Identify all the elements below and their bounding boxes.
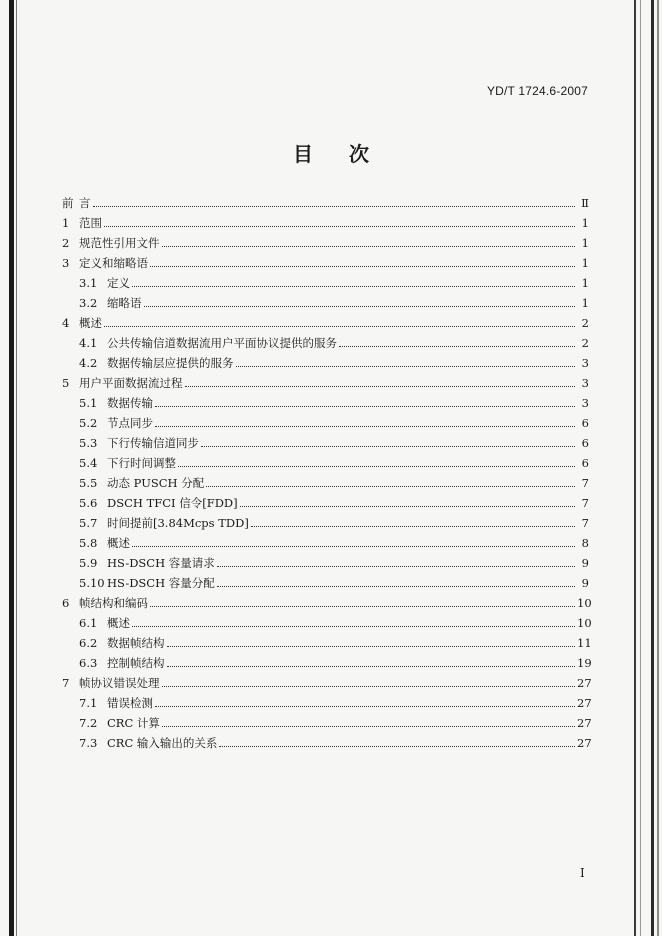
toc-entry-number: 4.2 bbox=[79, 356, 98, 370]
toc-entry-number: 6.1 bbox=[79, 616, 98, 630]
toc-entry[interactable] bbox=[62, 214, 589, 230]
toc-entry-page: 3 bbox=[581, 396, 589, 410]
toc-entry-page: 27 bbox=[577, 676, 592, 690]
toc-entry[interactable] bbox=[79, 554, 589, 570]
toc-entry-page: 27 bbox=[577, 716, 592, 730]
toc-entry-number: 5.2 bbox=[79, 416, 98, 430]
toc-entry-number: 2 bbox=[62, 236, 70, 250]
toc-entry-number: 3.1 bbox=[79, 276, 98, 290]
toc-entry[interactable] bbox=[79, 394, 589, 410]
toc-entry-page: 1 bbox=[581, 276, 589, 290]
toc-entry-label: DSCH TFCI 信令[FDD] bbox=[107, 496, 238, 510]
toc-dot-leader bbox=[339, 345, 575, 347]
toc-entry-number: 5.3 bbox=[79, 436, 98, 450]
toc-entry[interactable] bbox=[62, 254, 589, 270]
toc-entry-page: 9 bbox=[581, 576, 589, 590]
toc-entry-page: 6 bbox=[581, 436, 589, 450]
toc-entry-page: Ⅱ bbox=[581, 196, 589, 210]
toc-entry-label: 定义和缩略语 bbox=[79, 256, 148, 270]
toc-entry-number: 5 bbox=[62, 376, 70, 390]
toc-entry-number: 6.3 bbox=[79, 656, 98, 670]
toc-entry-page: 7 bbox=[581, 476, 589, 490]
toc-entry-page: 27 bbox=[577, 736, 592, 750]
toc-entry-label: 数据帧结构 bbox=[107, 636, 165, 650]
toc-dot-leader bbox=[167, 665, 576, 667]
toc-dot-leader bbox=[93, 205, 576, 207]
toc-entry-page: 6 bbox=[581, 416, 589, 430]
toc-entry-number: 7.2 bbox=[79, 716, 98, 730]
toc-entry-number: 7 bbox=[62, 676, 70, 690]
toc-entry-label: 概述 bbox=[107, 536, 130, 550]
toc-entry[interactable] bbox=[62, 314, 589, 330]
toc-entry-number: 3.2 bbox=[79, 296, 98, 310]
toc-entry-page: 1 bbox=[581, 236, 589, 250]
toc-entry-label: 概述 bbox=[79, 316, 102, 330]
toc-entry-page: 1 bbox=[581, 256, 589, 270]
standard-code: YD/T 1724.6-2007 bbox=[486, 84, 588, 98]
toc-entry-number: 5.5 bbox=[79, 476, 98, 490]
toc-entry-number: 前 bbox=[62, 196, 74, 210]
toc-entry-label: 错误检测 bbox=[107, 696, 153, 710]
toc-dot-leader bbox=[201, 445, 575, 447]
page-title bbox=[200, 138, 462, 167]
toc-dot-leader bbox=[132, 625, 575, 627]
toc-entry-page: 7 bbox=[581, 496, 589, 510]
toc-entry-number: 5.7 bbox=[79, 516, 98, 530]
toc-entry-page: 8 bbox=[581, 536, 589, 550]
toc-entry-number: 3 bbox=[62, 256, 70, 270]
toc-entry-page: 11 bbox=[577, 636, 592, 650]
toc-entry-number: 7.3 bbox=[79, 736, 98, 750]
toc-dot-leader bbox=[132, 545, 575, 547]
title-char-1: 目 bbox=[293, 142, 313, 166]
toc-entry[interactable] bbox=[79, 534, 589, 550]
binding-edge-left bbox=[9, 0, 14, 936]
toc-entry[interactable] bbox=[79, 454, 589, 470]
toc-entry[interactable] bbox=[79, 514, 589, 530]
toc-entry[interactable] bbox=[62, 194, 589, 210]
toc-dot-leader bbox=[236, 365, 576, 367]
toc-entry-label: 动态 PUSCH 分配 bbox=[107, 476, 205, 490]
toc-entry-label: 下行时间调整 bbox=[107, 456, 176, 470]
toc-dot-leader bbox=[217, 585, 575, 587]
toc-entry-page: 10 bbox=[577, 616, 592, 630]
toc-dot-leader bbox=[162, 245, 576, 247]
toc-entry-label: 缩略语 bbox=[107, 296, 142, 310]
toc-entry-page: 6 bbox=[581, 456, 589, 470]
toc-entry-label: 帧协议错误处理 bbox=[79, 676, 160, 690]
toc-entry-page: 7 bbox=[581, 516, 589, 530]
toc-entry-number: 4 bbox=[62, 316, 70, 330]
toc-dot-leader bbox=[178, 465, 575, 467]
toc-dot-leader bbox=[155, 705, 575, 707]
toc-entry-page: 1 bbox=[581, 296, 589, 310]
toc-dot-leader bbox=[251, 525, 575, 527]
title-char-2: 次 bbox=[349, 142, 369, 166]
toc-entry[interactable] bbox=[79, 494, 589, 510]
page-number: I bbox=[580, 866, 585, 880]
toc-entry-page: 19 bbox=[577, 656, 592, 670]
toc-entry-label: CRC 计算 bbox=[107, 716, 160, 730]
toc-entry-page: 9 bbox=[581, 556, 589, 570]
toc-entry-label: 节点同步 bbox=[107, 416, 153, 430]
toc-entry-label: 帧结构和编码 bbox=[79, 596, 148, 610]
toc-entry-number: 5.9 bbox=[79, 556, 98, 570]
toc-entry-number: 5.6 bbox=[79, 496, 98, 510]
toc-dot-leader bbox=[167, 645, 576, 647]
toc-entry-number: 5.4 bbox=[79, 456, 98, 470]
toc-entry[interactable] bbox=[79, 434, 589, 450]
toc-dot-leader bbox=[240, 505, 575, 507]
toc-entry-label: 时间提前[3.84Mcps TDD] bbox=[107, 516, 249, 530]
toc-entry-number: 1 bbox=[62, 216, 70, 230]
toc-entry-label: 控制帧结构 bbox=[107, 656, 165, 670]
toc-entry-number: 5.8 bbox=[79, 536, 98, 550]
toc-entry[interactable] bbox=[79, 414, 589, 430]
toc-entry-number: 6.2 bbox=[79, 636, 98, 650]
toc-entry[interactable] bbox=[79, 354, 589, 370]
toc-entry-label: 规范性引用文件 bbox=[79, 236, 160, 250]
toc-entry[interactable] bbox=[62, 374, 589, 390]
toc-entry-label: 定义 bbox=[107, 276, 130, 290]
toc-entry[interactable] bbox=[79, 274, 589, 290]
binding-edge-left-line bbox=[16, 0, 17, 936]
toc-entry[interactable] bbox=[79, 294, 589, 310]
toc-entry-page: 2 bbox=[581, 316, 589, 330]
toc-entry-number: 7.1 bbox=[79, 696, 98, 710]
toc-entry-number: 5.10 bbox=[79, 576, 105, 590]
toc-entry-label: HS-DSCH 容量请求 bbox=[107, 556, 215, 570]
toc-entry-label: CRC 输入输出的关系 bbox=[107, 736, 218, 750]
toc-entry[interactable] bbox=[79, 574, 589, 590]
toc-dot-leader bbox=[104, 325, 575, 327]
toc-entry-page: 10 bbox=[577, 596, 592, 610]
toc-dot-leader bbox=[162, 685, 576, 687]
toc-entry-page: 1 bbox=[581, 216, 589, 230]
toc-entry[interactable] bbox=[79, 634, 592, 650]
toc-entry[interactable] bbox=[79, 334, 589, 350]
toc-entry-label: 概述 bbox=[107, 616, 130, 630]
toc-entry[interactable] bbox=[79, 694, 592, 710]
toc-entry-label: 言 bbox=[79, 196, 91, 210]
toc-entry[interactable] bbox=[79, 654, 592, 670]
toc-dot-leader bbox=[104, 225, 575, 227]
page-edge-right-outer bbox=[651, 0, 654, 936]
toc-dot-leader bbox=[150, 265, 575, 267]
toc-entry-label: HS-DSCH 容量分配 bbox=[107, 576, 215, 590]
toc-entry[interactable] bbox=[62, 594, 592, 610]
toc-dot-leader bbox=[219, 745, 575, 747]
toc-entry-number: 6 bbox=[62, 596, 70, 610]
toc-entry-page: 3 bbox=[581, 356, 589, 370]
toc-entry[interactable] bbox=[79, 714, 592, 730]
toc-dot-leader bbox=[155, 405, 575, 407]
toc-entry-label: 用户平面数据流过程 bbox=[79, 376, 183, 390]
toc-dot-leader bbox=[144, 305, 576, 307]
toc-entry-label: 范围 bbox=[79, 216, 102, 230]
toc-entry[interactable] bbox=[62, 234, 589, 250]
toc-entry-number: 5.1 bbox=[79, 396, 98, 410]
toc-dot-leader bbox=[155, 425, 575, 427]
toc-dot-leader bbox=[185, 385, 576, 387]
toc-entry-label: 数据传输层应提供的服务 bbox=[107, 356, 234, 370]
toc-entry[interactable] bbox=[79, 614, 592, 630]
toc-dot-leader bbox=[132, 285, 575, 287]
toc-entry-label: 数据传输 bbox=[107, 396, 153, 410]
toc-entry-page: 2 bbox=[581, 336, 589, 350]
toc-dot-leader bbox=[150, 605, 575, 607]
toc-entry-label: 下行传输信道同步 bbox=[107, 436, 199, 450]
toc-entry[interactable] bbox=[79, 474, 589, 490]
toc-entry-label: 公共传输信道数据流用户平面协议提供的服务 bbox=[107, 336, 337, 350]
toc-dot-leader bbox=[206, 485, 575, 487]
toc-entry-number: 4.1 bbox=[79, 336, 98, 350]
toc-entry[interactable] bbox=[62, 674, 592, 690]
page-edge-right bbox=[634, 0, 636, 936]
page-edge-right-line bbox=[640, 0, 641, 936]
toc-entry[interactable] bbox=[79, 734, 592, 750]
toc-entry-page: 27 bbox=[577, 696, 592, 710]
toc-dot-leader bbox=[217, 565, 575, 567]
toc-dot-leader bbox=[162, 725, 575, 727]
page-edge-right-outer-line bbox=[657, 0, 659, 936]
toc-entry-page: 3 bbox=[581, 376, 589, 390]
